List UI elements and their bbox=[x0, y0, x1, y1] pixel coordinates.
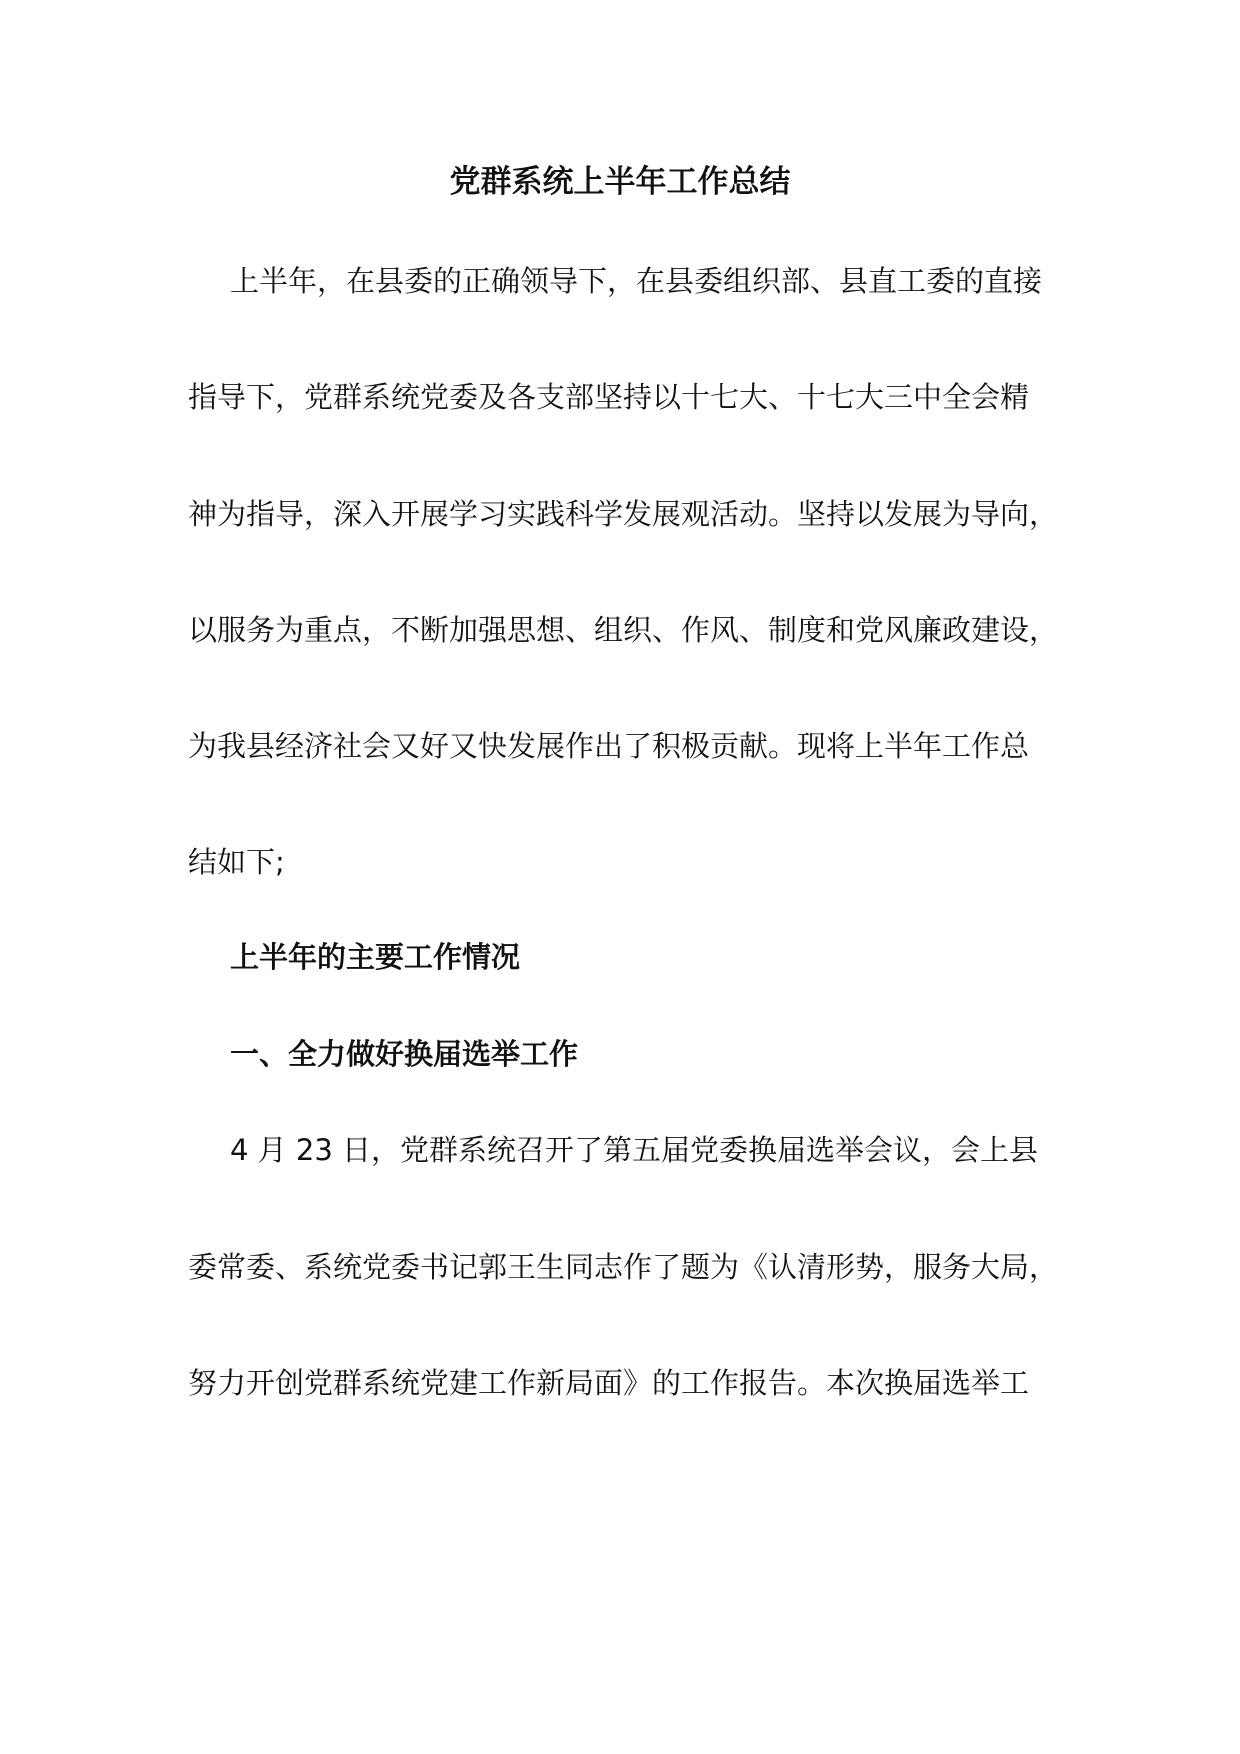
body-line-2: 委常委、系统党委书记郭王生同志作了题为《认清形势，服务大局， bbox=[188, 1250, 1059, 1284]
subsection-heading: 一、全力做好换届选举工作 bbox=[230, 1037, 579, 1071]
intro-line-3: 神为指导，深入开展学习实践科学发展观活动。坚持以发展为导向， bbox=[188, 497, 1059, 531]
body-line-1: 4 月 23 日，党群系统召开了第五届党委换届选举会议，会上县 bbox=[230, 1133, 1039, 1167]
intro-line-1: 上半年，在县委的正确领导下，在县委组织部、县直工委的直接 bbox=[230, 264, 1043, 298]
intro-line-4: 以服务为重点，不断加强思想、组织、作风、制度和党风廉政建设， bbox=[188, 613, 1059, 647]
intro-line-6: 结如下; bbox=[188, 845, 285, 879]
section-heading: 上半年的主要工作情况 bbox=[230, 940, 521, 974]
document-title: 党群系统上半年工作总结 bbox=[449, 164, 791, 200]
intro-line-5: 为我县经济社会又好又快发展作出了积极贡献。现将上半年工作总 bbox=[188, 729, 1030, 763]
body-line-3: 努力开创党群系统党建工作新局面》的工作报告。本次换届选举工 bbox=[188, 1366, 1030, 1400]
intro-line-2: 指导下，党群系统党委及各支部坚持以十七大、十七大三中全会精 bbox=[188, 380, 1030, 414]
